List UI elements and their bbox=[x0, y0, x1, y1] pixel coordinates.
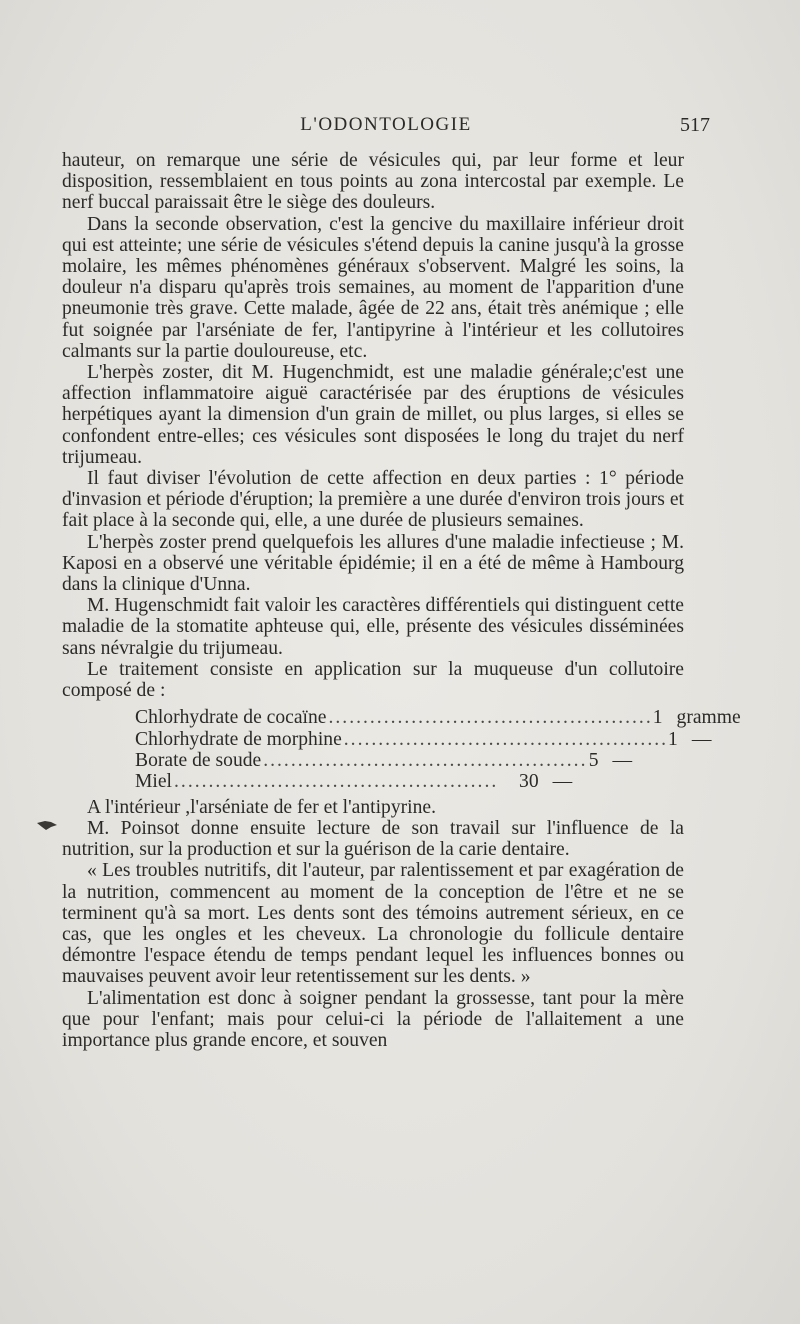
recipe-row bbox=[135, 728, 712, 750]
paragraph-9: M. Poinsot donne ensuite lecture de son travail sur l'influence de la nutrition, sur la production et sur la guérison de la carie dentaire. bbox=[62, 818, 684, 861]
paragraph-10: « Les troubles nutritifs, dit l'auteur, par ralentissement et par exagération de la nutrition, commencent au moment de la conception de l'être et ne se terminent qu'à sa mort. Les dents sont des témoins autrement sérieux, en ce cas, que les ongles et les cheveux. La chronologie du follicule dentaire démontre l'espace étendu de temps pendant lequel les influences bonnes ou mauvaises peuvent avoir leur retentissement sur les dents. » bbox=[62, 860, 684, 988]
paragraph-11: L'alimentation est donc à soigner pendant la grossesse, tant pour la mère que pour l'enfant; mais pour celui-ci la période de l'allaitement a une importance plus grande encore, et souven bbox=[62, 987, 684, 1052]
leader-dots: ............................................... bbox=[263, 750, 588, 772]
recipe-row bbox=[135, 750, 635, 771]
recipe-ingredient: Chlorhydrate de morphine bbox=[135, 728, 342, 750]
leader-dots: ............................................... bbox=[174, 771, 499, 793]
recipe-quantity: 1 bbox=[652, 707, 663, 729]
body-text bbox=[62, 150, 741, 1052]
paragraph-3: L'herpès zoster, dit M. Hugenchmidt, est une maladie générale;c'est une affection inflammatoire aiguë caractérisée par des éruptions de vésicules herpétiques ayant la dimension d'un grain de millet, ou plus larges, si elles se confondent entre-elles; ces vésicules sont disposées le long du trajet du nerf trijumeau. bbox=[62, 362, 684, 468]
recipe-table bbox=[135, 707, 741, 793]
recipe-ingredient: Miel bbox=[135, 771, 173, 793]
recipe-row bbox=[135, 707, 741, 729]
recipe-quantity: 5 bbox=[588, 750, 599, 772]
page-number: 517 bbox=[680, 114, 710, 136]
recipe-unit: — bbox=[691, 728, 712, 750]
recipe-unit: — bbox=[552, 771, 573, 793]
recipe-ingredient: Borate de soude bbox=[135, 750, 262, 772]
leader-dots: ............................................... bbox=[328, 707, 653, 729]
recipe-unit: gramme bbox=[676, 707, 741, 729]
recipe-quantity: 30 bbox=[519, 771, 539, 793]
recipe-unit: — bbox=[612, 750, 633, 772]
running-title: L'ODONTOLOGIE bbox=[300, 114, 472, 135]
paragraph-2: Dans la seconde observation, c'est la gencive du maxillaire inférieur droit qui est atteinte; une série de vésicules s'étend depuis la canine jusqu'à la grosse molaire, les mêmes phénomènes généraux s'observent. Malgré les soins, la douleur n'a disparu qu'après trois semaines, au moment de l'apparition d'une pneumonie très grave. Cette malade, âgée de 22 ans, était très anémique ; elle fut soignée par l'arséniate de fer, l'antipyrine à l'intérieur et les collutoires calmants sur la partie douloureuse, etc. bbox=[62, 213, 684, 362]
paragraph-1: hauteur, on remarque une série de vésicules qui, par leur forme et leur disposition, ressemblaient en tous points au zona intercostal par exemple. Le nerf buccal paraissait être le siège des douleurs. bbox=[62, 150, 684, 214]
recipe-quantity: 1 bbox=[668, 728, 678, 750]
leader-dots: ............................................... bbox=[343, 728, 669, 750]
paragraph-6: M. Hugenschmidt fait valoir les caractères différentiels qui distinguent cette maladie de la stomatite aphteuse qui, elle, présente des vésicules disséminées sans névralgie du trijumeau. bbox=[62, 595, 684, 659]
recipe-row bbox=[135, 771, 635, 792]
hand-pointer-icon bbox=[36, 818, 58, 832]
paragraph-7: Le traitement consiste en application sur la muqueuse d'un collutoire composé de : bbox=[62, 658, 684, 702]
paragraph-5: L'herpès zoster prend quelquefois les allures d'une maladie infectieuse ; M. Kaposi en a observé une véritable épidémie; il en a été de même à Hambourg dans la clinique d'Unna. bbox=[62, 531, 684, 596]
page-header bbox=[62, 114, 710, 142]
paragraph-8: A l'intérieur ,l'arséniate de fer et l'antipyrine. bbox=[87, 796, 436, 818]
paragraph-4: Il faut diviser l'évolution de cette affection en deux parties : 1° période d'invasion et période d'éruption; la première a une durée d'environ trois jours et fait place à la seconde qui, elle, a une durée de plusieurs semaines. bbox=[62, 468, 684, 532]
recipe-ingredient: Chlorhydrate de cocaïne bbox=[135, 707, 327, 729]
